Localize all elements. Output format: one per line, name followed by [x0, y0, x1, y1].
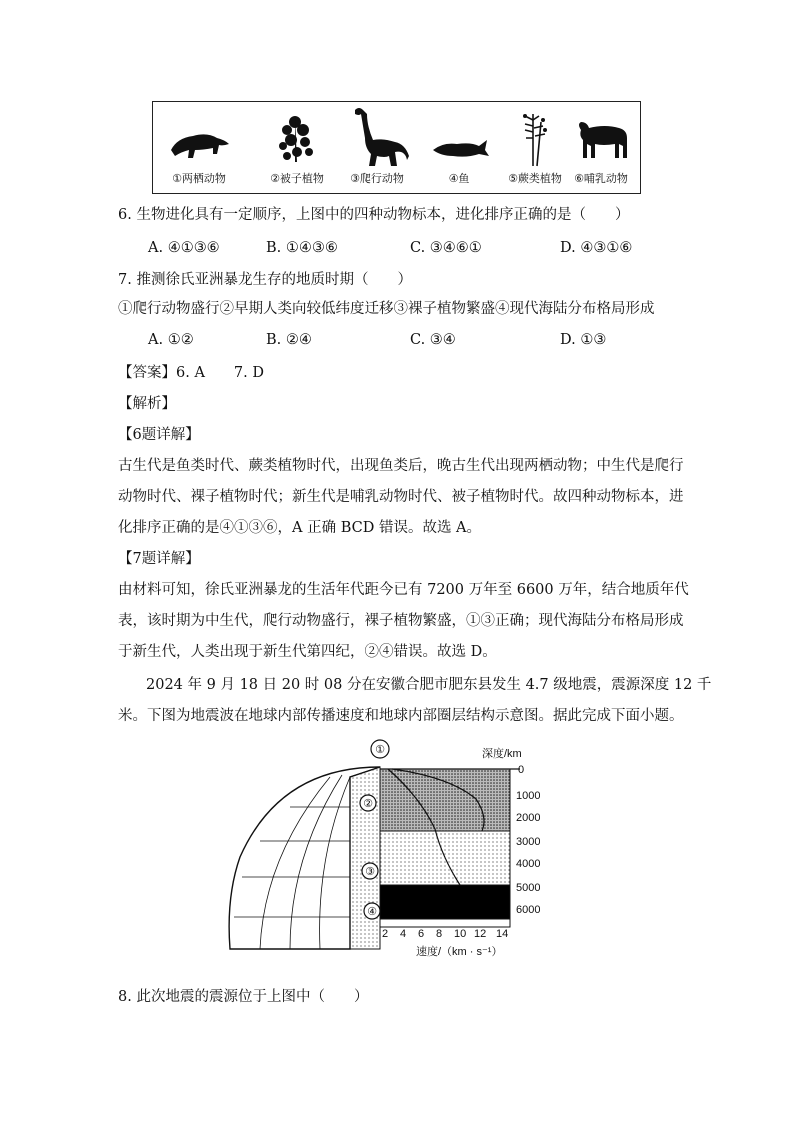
- organism-gymnosperm: [257, 102, 337, 195]
- amphibian-icon: [167, 108, 231, 168]
- inner-core-panel: [380, 885, 510, 919]
- layer-marker-4: [364, 903, 380, 919]
- svg-text:④: ④: [367, 906, 377, 918]
- speed-tick: 6: [418, 928, 425, 940]
- intro-line: 2024 年 9 月 18 日 20 时 08 分在安徽合肥市肥东县发生 4.7 级地震，震源深度 12 千: [146, 677, 712, 693]
- organism-reptile: [337, 102, 417, 195]
- reptile-icon: [345, 104, 409, 168]
- q7-option-d: D. ①③: [560, 332, 607, 348]
- q7-detail-heading: 【7题详解】: [118, 551, 200, 567]
- q7-detail-line: 表，该时期为中生代，爬行动物盛行，裸子植物繁盛，①③正确；现代海陆分布格局形成: [118, 613, 684, 629]
- question-7-statements: ①爬行动物盛行②早期人类向较低纬度迁移③裸子植物繁盛④现代海陆分布格局形成: [118, 301, 655, 317]
- organism-label: ①两栖动物: [172, 172, 226, 185]
- earth-structure-figure: [220, 737, 540, 975]
- q6-detail-line: 动物时代、裸子植物时代；新生代是哺乳动物时代、被子植物时代。故四种动物标本，进: [118, 489, 684, 505]
- depth-axis-label: 深度/km: [482, 748, 522, 760]
- q6-option-c: C. ③④⑥①: [410, 240, 482, 256]
- gymnosperm-icon: [265, 108, 329, 168]
- analysis-heading: 【解析】: [118, 396, 176, 412]
- q6-detail-heading: 【6题详解】: [118, 427, 200, 443]
- organism-label: ⑥哺乳动物: [574, 172, 628, 185]
- organism-fish: [419, 102, 499, 195]
- depth-tick: 0: [518, 764, 525, 776]
- depth-tick: 4000: [516, 858, 540, 870]
- q6-option-a: A. ④①③⑥: [148, 240, 220, 256]
- layer-marker-3: [362, 863, 378, 879]
- speed-axis-label: 速度/（km · s⁻¹）: [416, 946, 503, 958]
- speed-tick: 2: [382, 928, 389, 940]
- depth-tick: 1000: [516, 790, 540, 802]
- speed-tick: 10: [454, 928, 467, 940]
- speed-tick: 4: [400, 928, 407, 940]
- organism-figure: [152, 101, 641, 194]
- q6-option-d: D. ④③①⑥: [560, 240, 633, 256]
- depth-tick: 5000: [516, 882, 540, 894]
- organism-label: ③爬行动物: [350, 172, 404, 185]
- fern-icon: [503, 108, 567, 168]
- speed-tick: 14: [496, 928, 509, 940]
- organism-label: ⑤蕨类植物: [508, 172, 562, 185]
- layer-marker-2: [360, 795, 376, 811]
- depth-tick: 6000: [516, 904, 540, 916]
- speed-tick: 12: [474, 928, 487, 940]
- q6-option-b: B. ①④③⑥: [266, 240, 338, 256]
- q7-option-c: C. ③④: [410, 332, 456, 348]
- depth-tick: 2000: [516, 812, 540, 824]
- mammal-icon: [569, 108, 633, 168]
- organism-label: ②被子植物: [270, 172, 324, 185]
- q6-detail-line: 古生代是鱼类时代、蕨类植物时代，出现鱼类后，晚古生代出现两栖动物；中生代是爬行: [118, 458, 684, 474]
- question-8-stem: 8. 此次地震的震源位于上图中（ ）: [118, 989, 369, 1005]
- svg-text:①: ①: [375, 744, 385, 756]
- organism-mammal: [561, 102, 641, 195]
- svg-text:③: ③: [365, 866, 375, 878]
- organism-label: ④鱼: [448, 172, 470, 185]
- speed-tick: 8: [436, 928, 443, 940]
- organism-amphibian: [159, 102, 239, 195]
- q7-option-a: A. ①②: [148, 332, 194, 348]
- intro-line: 米。下图为地震波在地球内部传播速度和地球内部圈层结构示意图。据此完成下面小题。: [118, 708, 684, 724]
- question-7-stem: 7. 推测徐氏亚洲暴龙生存的地质时期（ ）: [118, 272, 412, 288]
- q7-detail-line: 由材料可知，徐氏亚洲暴龙的生活年代距今已有 7200 万年至 6600 万年，结合地质年代: [118, 582, 689, 598]
- layer-marker-1: [371, 740, 389, 758]
- answer-line: 【答案】6. A 7. D: [118, 365, 264, 381]
- mantle-panel: [380, 769, 510, 831]
- depth-tick: 3000: [516, 836, 540, 848]
- question-6-stem: 6. 生物进化具有一定顺序，上图中的四种动物标本，进化排序正确的是（ ）: [118, 207, 630, 223]
- q7-option-b: B. ②④: [266, 332, 312, 348]
- fish-icon: [427, 108, 491, 168]
- svg-text:②: ②: [363, 798, 373, 810]
- q6-detail-line: 化排序正确的是④①③⑥，A 正确 BCD 错误。故选 A。: [118, 520, 482, 536]
- earth-interior-diagram: [220, 737, 540, 975]
- q7-detail-line: 于新生代，人类出现于新生代第四纪，②④错误。故选 D。: [118, 644, 497, 660]
